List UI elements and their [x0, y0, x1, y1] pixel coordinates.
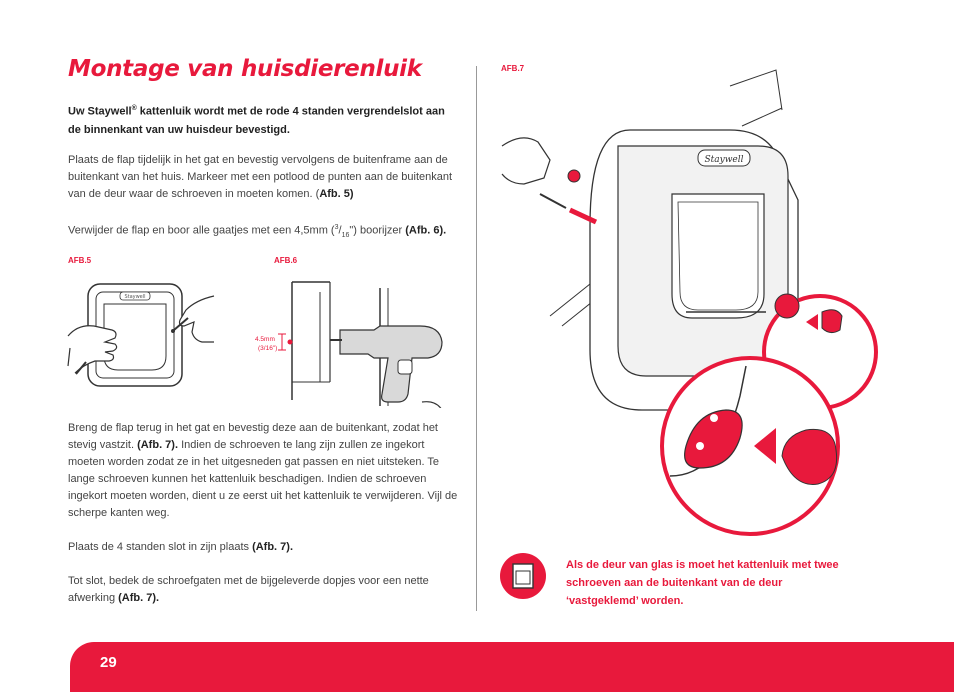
figure-label-afb7: AFB.7	[501, 64, 525, 73]
intro-paragraph	[68, 100, 458, 139]
drill-fraction: (3/16")	[258, 345, 278, 352]
figure-7-illustration	[500, 66, 940, 546]
paragraph-caps: Tot slot, bedek de schroefgaten met de bijgeleverde dopjes voor een nette afwerking (Afb. 7).	[68, 575, 429, 604]
intro-brand: Uw Staywell	[68, 105, 132, 118]
figure-ref: Afb. 5)	[319, 188, 354, 200]
drill-measure: 4.5mm	[255, 336, 275, 343]
paragraph-fasten: Breng de flap terug in het gat en bevestig deze aan de buitenkant, zodat het stevig vastzit. (Afb. 7). Indien de schroeven te lang zijn zullen ze ingekort moeten worden zodat ze in het uitgesneden gat passen en niet uitsteken. Te lange schroeven kunnen het kattenluik beschadigen. Indien de schroeven ingekort moeten worden, dient u ze eerst uit het kattenluik te verwijderen. Vijl de scherpe kanten weg.	[68, 422, 458, 519]
figure-label-afb6: AFB.6	[274, 256, 298, 265]
paragraph-drill: Verwijder de flap en boor alle gaatjes met een 4,5mm $(^3/_{16}")$ boorijzer (Afb. 6).	[68, 224, 447, 239]
figure-5-illustration	[66, 278, 216, 393]
figure-label-afb5: AFB.5	[68, 256, 92, 265]
paragraph-lock: Plaats de 4 standen slot in zijn plaats (Afb. 7).	[68, 541, 294, 553]
figure-ref: (Afb. 7).	[252, 541, 294, 553]
column-divider	[476, 66, 477, 611]
figure-ref: (Afb. 7).	[137, 439, 179, 451]
registered-mark: ®	[131, 105, 137, 112]
window-icon	[500, 553, 546, 599]
glass-door-icon	[500, 553, 546, 599]
fig7-logo: Staywell	[704, 155, 744, 165]
footer-bar	[70, 642, 954, 692]
glass-door-note: Als de deur van glas is moet het kattenluik met twee schroeven aan de buitenkant van de deur ‘vastgeklemd’ worden.	[566, 559, 839, 607]
fraction-numerator: 3	[334, 224, 339, 231]
figure-6-illustration	[252, 278, 462, 408]
page-number: 29	[100, 654, 117, 671]
fraction-denominator: 16	[341, 231, 350, 239]
intro-rest: kattenluik wordt met de rode 4 standen vergrendelslot aan de binnenkant van uw huisdeur bevestigd.	[68, 105, 445, 136]
figure-ref: (Afb. 6).	[405, 224, 447, 237]
figure-ref: (Afb. 7).	[118, 592, 160, 604]
page-title: Montage van huisdierenluik	[68, 56, 422, 82]
paragraph-mark-points: Plaats de flap tijdelijk in het gat en bevestig vervolgens de buitenframe aan de buitenkant van het huis. Markeer met een potlood de punten aan de buitenkant van de deur waar de schroeven in moeten komen. (Afb. 5)	[68, 154, 453, 200]
fig5-logo: Staywell	[124, 294, 146, 300]
